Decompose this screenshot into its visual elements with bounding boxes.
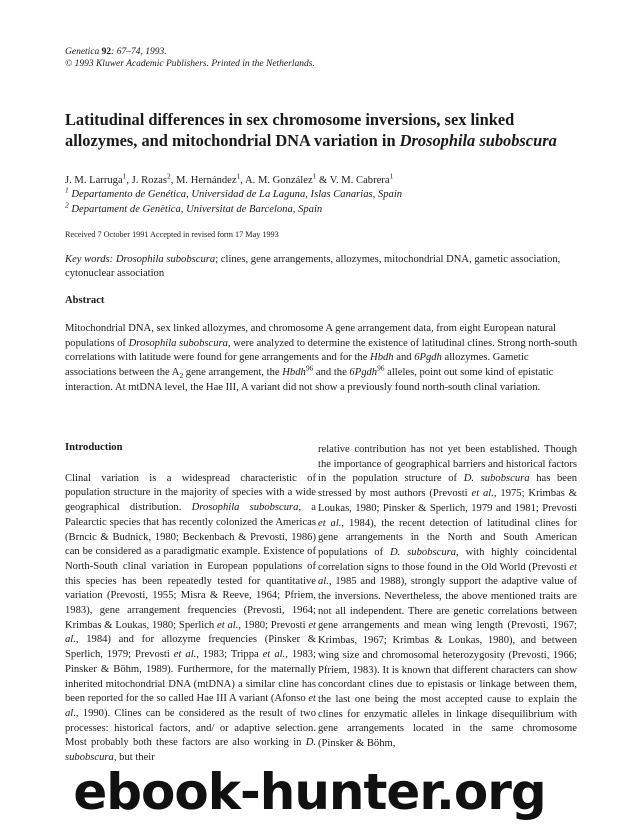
abstract-subscript: 2 xyxy=(179,371,184,381)
author-name: & V. M. Cabrera xyxy=(316,175,390,186)
keywords-list: ; clines, gene arrangements, allozymes, mitochondrial DNA, gametic association, cytonuclear association xyxy=(65,254,561,279)
introduction-continuation xyxy=(318,443,577,752)
affiliation-2 xyxy=(65,200,323,216)
body-italic: et al. xyxy=(262,649,286,661)
abstract-superscript: 96 xyxy=(377,363,385,373)
abstract-text: allozymes. Gametic associations between the A xyxy=(65,352,529,379)
journal-volume: 92 xyxy=(101,47,112,57)
body-italic: D. subobscura xyxy=(65,737,316,764)
abstract-body xyxy=(65,322,581,396)
body-text: , 1983; Trippa xyxy=(196,649,263,661)
affiliation-number: 1 xyxy=(65,185,69,195)
body-text: , 1985 and 1988), strongly support the adaptive value of the inversions. Nevertheless, the above mentioned traits are not all independent. There are genetic correlations between gene arrangements and mean wing length (Prevosti, 1967; Krimbas, 1967; Krimbas & Loukas, 1980), and between wing size and chromosomal heterozygosity (Prevosti, 1966; Pfriem, 1983). It is known that different characters can show concordant clines due to epistasis or linkage between them, the last one being the most accepted cause to explain the clines for enzymatic alleles in linkage disequilibrium with gene arrangements located in the same chromosome (Pinsker & Böhm, xyxy=(318,576,577,750)
affiliation-number: 2 xyxy=(65,200,69,210)
body-text: , 1990). Clines can be considered as the result of two processes: historical factors, and/ or adaptive selection. Most probably both these factors are also working in xyxy=(65,707,316,749)
journal-pages: : 67–74, 1993. xyxy=(111,47,167,57)
body-italic: Drosophila subobscura xyxy=(191,502,299,514)
body-text: , but their xyxy=(113,752,155,764)
abstract-text: and xyxy=(393,352,415,364)
abstract-text: and the xyxy=(313,367,350,379)
body-text: , 1984) and for allozyme frequencies (Pinsker & Sperlich, 1979; Prevosti xyxy=(65,634,316,661)
author-name: , M. Hernández xyxy=(170,175,237,186)
paper-title xyxy=(65,109,585,151)
author-name: J. M. Larruga xyxy=(65,175,123,186)
abstract-text: , were analyzed to determine the existence of latitudinal clines. Strong north-south correlations with latitude were found for gene arrangements and for the xyxy=(65,337,578,364)
keywords xyxy=(65,253,575,281)
abstract-italic: Drosophila subobscura xyxy=(128,337,228,349)
abstract-italic: Hbdh xyxy=(370,352,394,364)
watermark: ebook-hunter.org xyxy=(73,763,546,821)
author-affil-mark: 1 xyxy=(122,171,127,181)
left-column xyxy=(65,441,316,766)
body-text: , 1984), the recent detection of latitudinal clines for gene arrangements in the North and South American populations of xyxy=(318,517,577,558)
body-italic: D. subobscura xyxy=(463,473,530,485)
body-text: , 1983; Pinsker & Böhm, 1989). Furthermore, for the maternally inherited mitochondrial DNA (mtDNA) a similar cline has been reported for the so called Hae III A variant (Afonso xyxy=(65,649,316,705)
right-column xyxy=(318,443,577,752)
body-italic: D. subobscura xyxy=(390,546,457,558)
introduction-paragraph xyxy=(65,472,316,766)
journal-citation xyxy=(65,46,315,70)
affiliation-text: Departamento de Genética, Universidad de La Laguna, Islas Canarias, Spain xyxy=(68,189,403,200)
keywords-label: Key words: xyxy=(65,254,114,265)
body-text: has been stressed by most authors (Prevosti xyxy=(318,473,577,500)
body-italic: et al. xyxy=(217,619,239,631)
keywords-species: Drosophila subobscura xyxy=(113,254,216,265)
affiliation-text: Departament de Genètica, Universitat de Barcelona, Spain xyxy=(68,204,323,215)
body-italic: et al. xyxy=(173,649,197,661)
body-italic: et al. xyxy=(318,561,577,588)
author-affil-mark: 1 xyxy=(312,171,317,181)
author-affil-mark: 1 xyxy=(389,171,394,181)
affiliation-1 xyxy=(65,185,403,201)
abstract-text: gene arrangement, the xyxy=(183,367,283,379)
abstract-heading: Abstract xyxy=(65,295,105,306)
introduction-heading: Introduction xyxy=(65,442,123,453)
body-italic: et al. xyxy=(471,488,494,500)
abstract-italic: Hbdh xyxy=(282,367,306,379)
body-text: relative contribution has not yet been established. Though the importance of geographical barriers and historical factors in the population structure of xyxy=(318,444,577,485)
body-text: Clinal variation is a widespread characteristic of population structure in the majority of species with a wide geographical distribution. xyxy=(65,472,316,514)
author-list xyxy=(65,171,394,187)
received-dates: Received 7 October 1991 Accepted in revised form 17 May 1993 xyxy=(65,230,279,239)
journal-name: Genetica xyxy=(65,47,100,57)
abstract-superscript: 96 xyxy=(305,363,314,373)
body-text: , 1975; Krimbas & Loukas, 1980; Pinsker & Sperlich, 1979 and 1981; Prevosti xyxy=(318,488,578,514)
author-name: , J. Rozas xyxy=(126,175,167,186)
author-affil-mark: 2 xyxy=(166,171,171,181)
title-species: Drosophila subobscura xyxy=(399,131,557,150)
body-text: , a Palearctic species that has recently colonized the Americas (Brncic & Budnick, 1980; Beckenbach & Prevosti, 1986) can be considered as a paradigmatic example. Existence of North-South clinal variation in European populations of this species has been repeatedly tested for quantitative variation (Prevosti, 1955; Misra & Reeve, 1964; Pfriem, 1983), gene arrangement frequencies (Prevosti, 1964; Krimbas & Loukas, 1980; Sperlich xyxy=(65,502,316,631)
abstract-italic: 6Pgdh xyxy=(349,367,378,379)
body-italic: et al. xyxy=(65,693,316,719)
copyright-line: © 1993 Kluwer Academic Publishers. Printed in the Netherlands. xyxy=(65,59,315,69)
title-main: Latitudinal differences in sex chromosome inversions, sex linked allozymes, and mitochondrial DNA variation in xyxy=(65,110,515,150)
body-italic: et al. xyxy=(318,517,342,529)
author-name: , A. M. González xyxy=(240,175,313,186)
author-affil-mark: 1 xyxy=(236,171,241,181)
body-italic: et al. xyxy=(65,619,316,646)
abstract-italic: 6Pgdh xyxy=(414,352,442,364)
abstract-text: Mitochondrial DNA, sex linked allozymes, and chromosome A gene arrangement data, from eight European natural populations of xyxy=(65,323,556,349)
abstract-text: alleles, point out some kind of epistatic interaction. At mtDNA level, the Hae III, A variant did not show a previously found north-south clinal variation. xyxy=(65,367,554,393)
body-text: , 1980; Prevosti xyxy=(238,619,309,631)
body-text: , with highly coincidental correlation signs to those found in the Old World (Prevosti xyxy=(318,546,577,573)
